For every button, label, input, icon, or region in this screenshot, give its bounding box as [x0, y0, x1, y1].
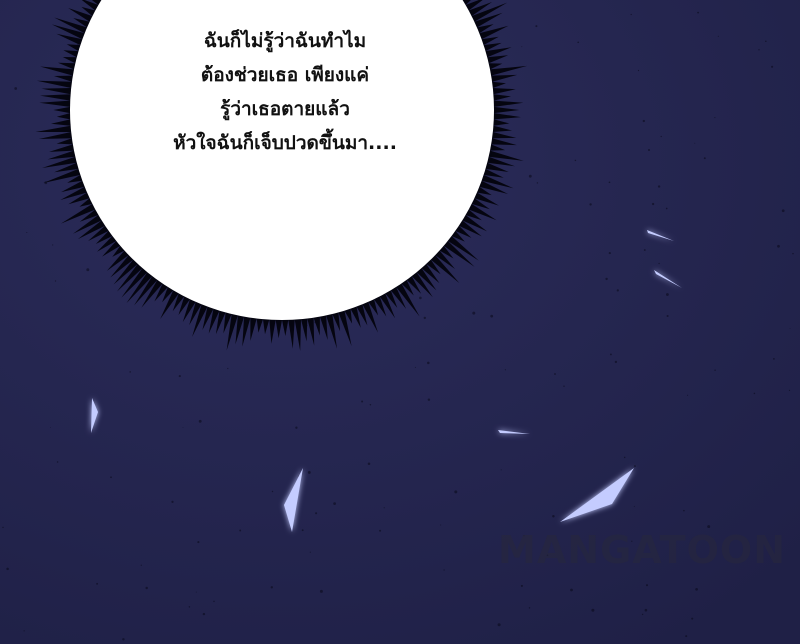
dust-speck	[563, 386, 564, 387]
dust-speck	[505, 369, 506, 370]
dust-speck	[643, 120, 645, 122]
dust-speck	[714, 369, 715, 370]
dialogue-line: รู้ว่าเธอตายแล้ว	[220, 98, 350, 120]
dust-speck	[577, 41, 579, 43]
dust-speck	[765, 41, 767, 43]
dust-speck	[591, 609, 594, 612]
dust-speck	[333, 502, 336, 505]
dust-speck	[570, 589, 573, 592]
dust-speck	[315, 512, 317, 514]
dust-speck	[55, 280, 56, 281]
dust-speck	[424, 317, 426, 319]
dust-speck	[110, 476, 112, 478]
dust-speck	[683, 510, 685, 512]
dust-speck	[691, 618, 693, 620]
dust-speck	[529, 175, 532, 178]
dust-speck	[141, 565, 142, 566]
dust-speck	[370, 404, 371, 405]
dust-speck	[52, 244, 53, 245]
dust-speck	[624, 457, 626, 459]
dust-speck	[661, 136, 662, 137]
dust-speck	[758, 49, 759, 50]
dust-speck	[427, 362, 430, 365]
dust-speck	[790, 328, 791, 329]
dust-speck	[50, 427, 51, 428]
dust-speck	[310, 552, 311, 553]
dust-speck	[454, 490, 457, 493]
dust-speck	[490, 315, 493, 318]
dust-speck	[295, 427, 297, 429]
dust-speck	[704, 157, 706, 159]
dust-speck	[145, 587, 147, 589]
dust-speck	[697, 12, 699, 14]
dust-speck	[6, 568, 9, 571]
dust-speck	[368, 463, 371, 466]
dust-speck	[199, 420, 202, 423]
dust-speck	[535, 25, 537, 27]
dust-speck	[2, 527, 3, 528]
dust-speck	[537, 182, 538, 183]
dust-speck	[272, 491, 273, 492]
dust-speck	[26, 232, 27, 233]
dust-speck	[554, 373, 556, 375]
dust-speck	[631, 14, 632, 15]
dust-speck	[609, 181, 611, 183]
dust-speck	[589, 203, 591, 205]
dust-speck	[183, 427, 184, 428]
dust-speck	[638, 70, 639, 71]
dust-speck	[685, 635, 687, 637]
dialogue-line: หัวใจฉันก็เจ็บปวดขึ้นมา....	[173, 132, 397, 154]
dust-speck	[129, 371, 131, 373]
dust-speck	[666, 293, 669, 296]
dust-speck	[658, 185, 660, 187]
dust-speck	[320, 590, 323, 593]
dust-speck	[501, 469, 502, 470]
dust-speck	[271, 586, 273, 588]
dust-speck	[196, 592, 197, 593]
dust-speck	[86, 268, 89, 271]
dust-speck	[642, 614, 643, 615]
dust-speck	[754, 393, 756, 395]
dust-speck	[718, 36, 719, 37]
dust-speck	[14, 87, 17, 90]
dust-speck	[575, 160, 577, 162]
dust-speck	[695, 588, 698, 591]
dust-speck	[384, 507, 385, 508]
dust-speck	[498, 623, 501, 626]
dust-speck	[179, 375, 181, 377]
dust-speck	[122, 638, 124, 640]
dust-speck	[552, 515, 554, 517]
dust-speck	[213, 601, 214, 602]
dust-speck	[658, 263, 659, 264]
dust-speck	[667, 315, 669, 317]
speech-bubble-text	[90, 24, 480, 160]
dust-speck	[789, 390, 790, 391]
dust-speck	[415, 367, 416, 368]
dust-speck	[472, 312, 475, 315]
dust-speck	[171, 501, 173, 503]
dust-speck	[771, 66, 773, 68]
dust-speck	[197, 541, 199, 543]
dust-speck	[529, 607, 530, 608]
dust-speck	[646, 584, 648, 586]
dust-speck	[666, 208, 668, 210]
dialogue-line: ฉันก็ไม่รู้ว่าฉันทำไม	[203, 30, 367, 52]
dust-speck	[428, 398, 430, 400]
dust-speck	[521, 585, 523, 587]
dust-speck	[443, 569, 444, 570]
dust-speck	[609, 252, 611, 254]
dust-speck	[617, 289, 619, 291]
dust-speck	[610, 353, 612, 355]
dust-speck	[777, 245, 780, 248]
dust-speck	[648, 149, 650, 151]
dust-speck	[773, 358, 775, 360]
dust-speck	[687, 395, 688, 396]
dust-speck	[440, 524, 441, 525]
dust-speck	[189, 606, 190, 607]
dust-speck	[634, 465, 636, 467]
dust-speck	[96, 583, 98, 585]
dialogue-line: ต้องช่วยเธอ เพียงแค่	[200, 64, 370, 86]
dust-speck	[419, 297, 422, 300]
dust-speck	[634, 506, 635, 507]
dust-speck	[361, 401, 363, 403]
dust-speck	[714, 117, 715, 118]
watermark-logo: MANGATOON	[498, 528, 787, 572]
dust-speck	[203, 613, 205, 615]
dust-speck	[782, 209, 785, 212]
dust-speck	[694, 143, 695, 144]
dust-speck	[521, 46, 522, 47]
dust-speck	[379, 530, 381, 532]
dust-speck	[605, 278, 607, 280]
dust-speck	[644, 249, 646, 251]
dust-speck	[239, 530, 241, 532]
dust-speck	[302, 529, 304, 531]
dust-speck	[615, 361, 617, 363]
dust-speck	[24, 630, 25, 631]
dust-speck	[308, 471, 311, 474]
dust-speck	[645, 609, 648, 612]
dust-speck	[652, 203, 654, 205]
dust-speck	[57, 461, 58, 462]
dust-speck	[792, 253, 794, 255]
dust-speck	[227, 368, 228, 369]
